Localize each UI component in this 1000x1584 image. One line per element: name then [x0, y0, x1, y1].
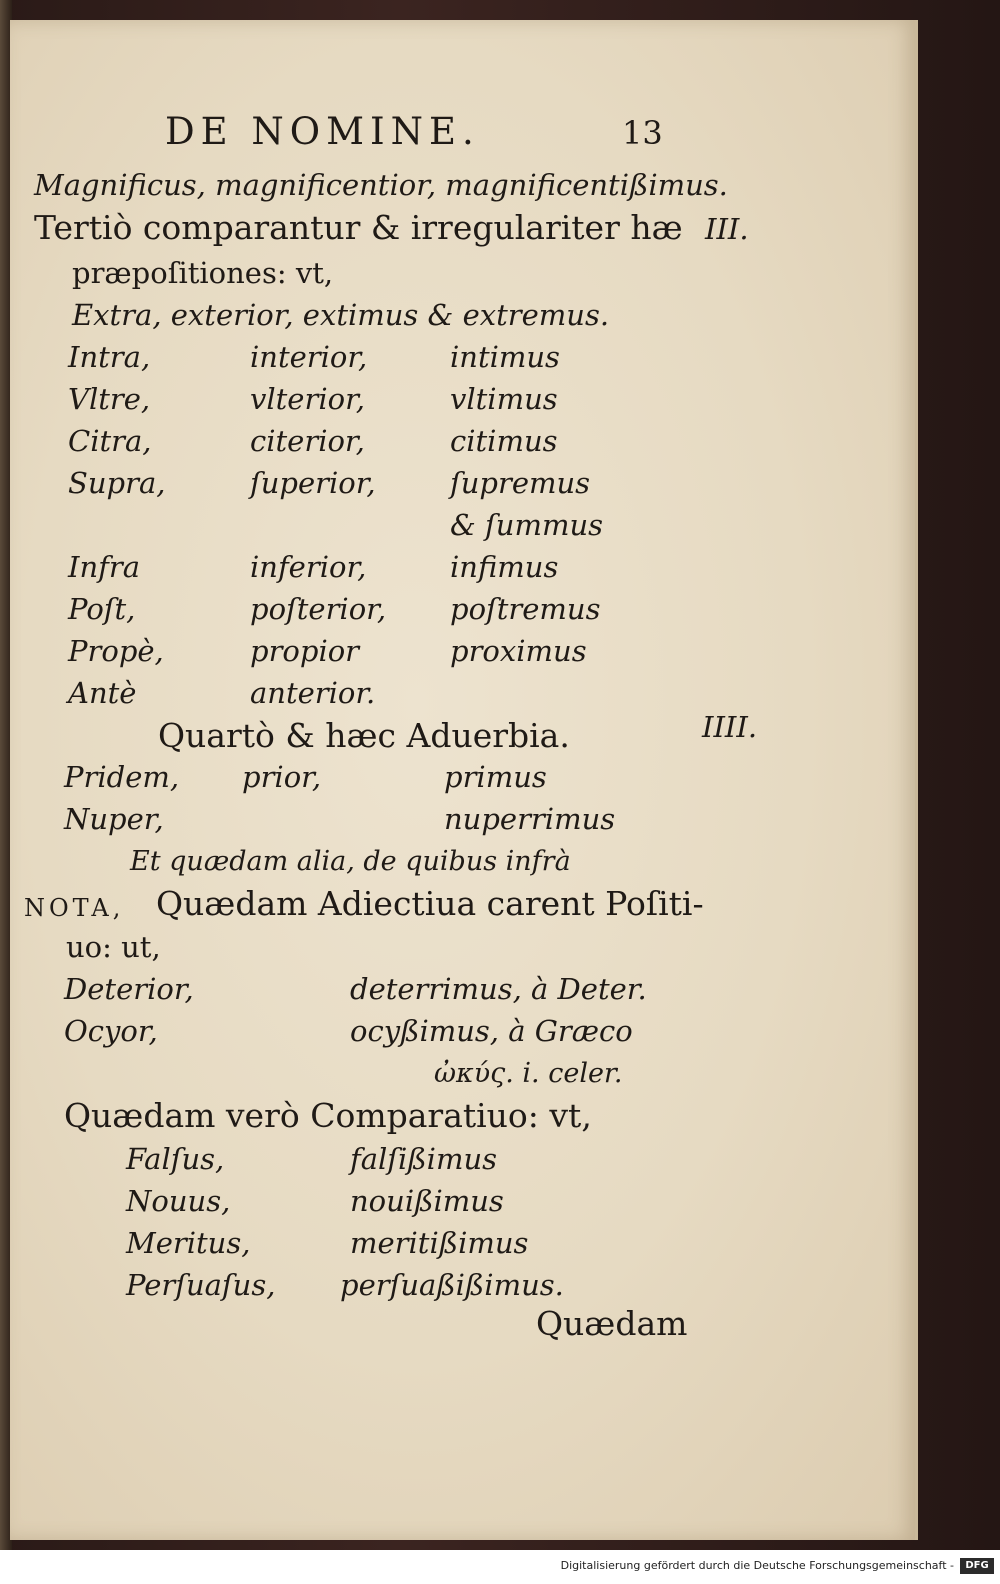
superlative-cell: ocyßimus, à Græco	[350, 1014, 633, 1048]
quaedam-vero-line: Quædam verò Comparatiuo: vt,	[64, 1096, 592, 1135]
positive-cell: Poſt,	[68, 592, 136, 626]
comparative-cell: propior	[250, 634, 360, 668]
positive-cell: Propè,	[68, 634, 164, 668]
catchword: Quædam	[536, 1304, 688, 1343]
superlative-cell: poſtremus	[450, 592, 601, 626]
digitization-footer	[0, 1550, 1000, 1584]
et-quaedam-line: Et quædam alia, de quibus infrà	[130, 846, 571, 877]
superlative-cell: perſuaßißimus.	[340, 1268, 564, 1302]
extra-line: Extra, exterior, extimus & extremus.	[72, 298, 610, 332]
superlative-cell: primus	[444, 760, 547, 794]
superlative-cell: vltimus	[450, 382, 558, 416]
superlative-cell: meritißimus	[350, 1226, 529, 1260]
book-page	[10, 20, 918, 1540]
tertio-marginal-marker: III.	[705, 212, 749, 246]
tertio-line-2: præpoſitiones: vt,	[72, 256, 334, 290]
superlative-cell: nouißimus	[350, 1184, 504, 1218]
quarto-line: Quartò & hæc Aduerbia.	[158, 716, 570, 755]
comparative-cell: anterior.	[250, 676, 376, 710]
superlative-cell: ὠκύς. i. celer.	[434, 1058, 623, 1089]
comparative-cell: ſuperior,	[250, 466, 376, 500]
nota-line-2: uo: ut,	[66, 930, 161, 964]
comparative-cell: prior,	[242, 760, 322, 794]
positive-cell: Perſuaſus,	[126, 1268, 276, 1302]
superlative-cell: nuperrimus	[444, 802, 616, 836]
superlative-cell: intimus	[450, 340, 560, 374]
page-number: 13	[622, 114, 663, 152]
comparative-cell: poſterior,	[250, 592, 387, 626]
positive-cell: Pridem,	[64, 760, 180, 794]
positive-cell: Intra,	[68, 340, 151, 374]
superlative-cell: infimus	[450, 550, 559, 584]
comparative-cell: vlterior,	[250, 382, 365, 416]
superlative-cell: citimus	[450, 424, 558, 458]
positive-cell: Vltre,	[68, 382, 151, 416]
running-title: DE NOMINE.	[165, 110, 480, 153]
funding-credit: Digitalisierung gefördert durch die Deutsche Forschungsgemeinschaft -	[560, 1559, 954, 1572]
superlative-cell: falſißimus	[350, 1142, 498, 1176]
comparative-cell: inferior,	[250, 550, 367, 584]
nota-label: NOTA,	[24, 894, 125, 922]
positive-cell: Antè	[68, 676, 137, 710]
positive-cell: Citra,	[68, 424, 152, 458]
comparative-cell: citerior,	[250, 424, 365, 458]
positive-cell: Falſus,	[126, 1142, 225, 1176]
tertio-line-1: Tertiò comparantur & irregulariter hæ	[34, 208, 683, 247]
positive-cell: Supra,	[68, 466, 166, 500]
comparative-cell: Deterior,	[64, 972, 194, 1006]
comparative-cell: Ocyor,	[64, 1014, 158, 1048]
quarto-marginal-marker: IIII.	[702, 710, 758, 744]
superlative-cell: proximus	[450, 634, 587, 668]
positive-cell: Infra	[68, 550, 141, 584]
positive-cell: Meritus,	[126, 1226, 251, 1260]
superlative-cell: & ſummus	[450, 508, 604, 542]
positive-cell: Nouus,	[126, 1184, 231, 1218]
superlative-cell: deterrimus, à Deter.	[350, 972, 647, 1006]
superlative-cell: ſupremus	[450, 466, 591, 500]
nota-line-1: Quædam Adiectiua carent Poſiti-	[156, 884, 704, 923]
comparative-cell: interior,	[250, 340, 368, 374]
magnificus-line: Magnificus, magnificentior, magnificentißimus.	[34, 168, 728, 202]
dfg-logo: DFG	[960, 1558, 994, 1574]
positive-cell: Nuper,	[64, 802, 164, 836]
